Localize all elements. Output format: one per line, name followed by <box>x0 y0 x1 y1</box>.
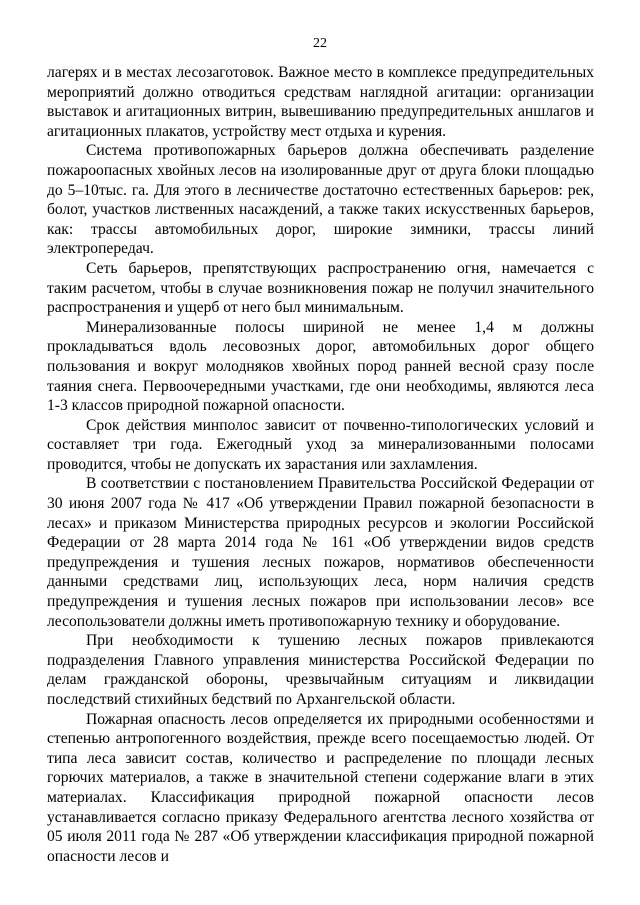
paragraph-emergency-ministry: При необходимости к тушению лесных пожаров привлекаются подразделения Главного управления министерства Российской Федерации по делам гражданской обороны, чрезвычайным ситуациям и ликвидации последствий стихийных бедствий по Архангельской области. <box>47 632 594 708</box>
paragraph-regulations: В соответствии с постановлением Правительства Российской Федерации от 30 июня 2007 года № 417 «Об утверждении Правил пожарной безопасности в лесах» и приказом Министерства природных ресурсов и экологии Российской Федерации от 28 марта 2014 года № 161 «Об утверждении видов средств предупреждения и тушения лесных пожаров, нормативов обеспеченности данными средствами лиц, использующих леса, норм наличия средств предупреждения и тушения лесных пожаров при использовании лесов» все лесопользователи должны иметь противопожарную технику и оборудование. <box>47 475 594 630</box>
paragraph-barrier-network: Сеть барьеров, препятствующих распространению огня, намечается с таким расчетом, чтобы в случае возникновения пожар не получил значительного распространения и ущерб от него был минимальным. <box>47 259 594 317</box>
paragraph-strip-lifetime: Срок действия минполос зависит от почвенно-типологических условий и составляет три года. Ежегодный уход за минерализованными полосами проводится, чтобы не допускать их зарастания или захламления. <box>47 416 594 473</box>
page-number: 22 <box>313 36 327 51</box>
paragraph-fire-danger-classification: Пожарная опасность лесов определяется их природными особенностями и степенью антропогенного воздействия, прежде всего посещаемостью людей. От типа леса зависит состав, количество и распределение по площади лесных горючих материалов, а также в значительной степени содержание влаги в этих материалах. Классификация природной пожарной опасности лесов устанавливается согласно приказу Федерального агентства лесного хозяйства от 05 июля 2011 года № 287 «Об утверждении классификация природной пожарной опасности лесов и <box>47 710 594 865</box>
paragraph-mineralized-strips: Минерализованные полосы шириной не менее 1,4 м должны прокладываться вдоль лесовозных дорог, автомобильных дорог общего пользования и вокруг молодняков хвойных пород ранней весной сразу после таяния снега. Первоочередными участками, где они необходимы, являются леса 1-3 классов природной пожарной опасности. <box>47 318 594 415</box>
body-text <box>47 63 594 866</box>
paragraph-fire-barriers: Система противопожарных барьеров должна обеспечивать разделение пожароопасных хвойных лесов на изолированные друг от друга блоки площадью до 5–10тыс. га. Для этого в лесничестве достаточно естественных барьеров: рек, болот, участков лиственных насаждений, а также таких искусственных барьеров, как: трассы автомобильных дорог, широкие зимники, трассы линий электропередач. <box>47 142 594 258</box>
paragraph-camp-agitation: лагерях и в местах лесозаготовок. Важное место в комплексе предупредительных мероприятий должно отводиться средствам наглядной агитации: организации выставок и агитационных витрин, вывешиванию предупредительных аншлагов и агитационных плакатов, устройству мест отдыха и курения. <box>47 64 594 140</box>
